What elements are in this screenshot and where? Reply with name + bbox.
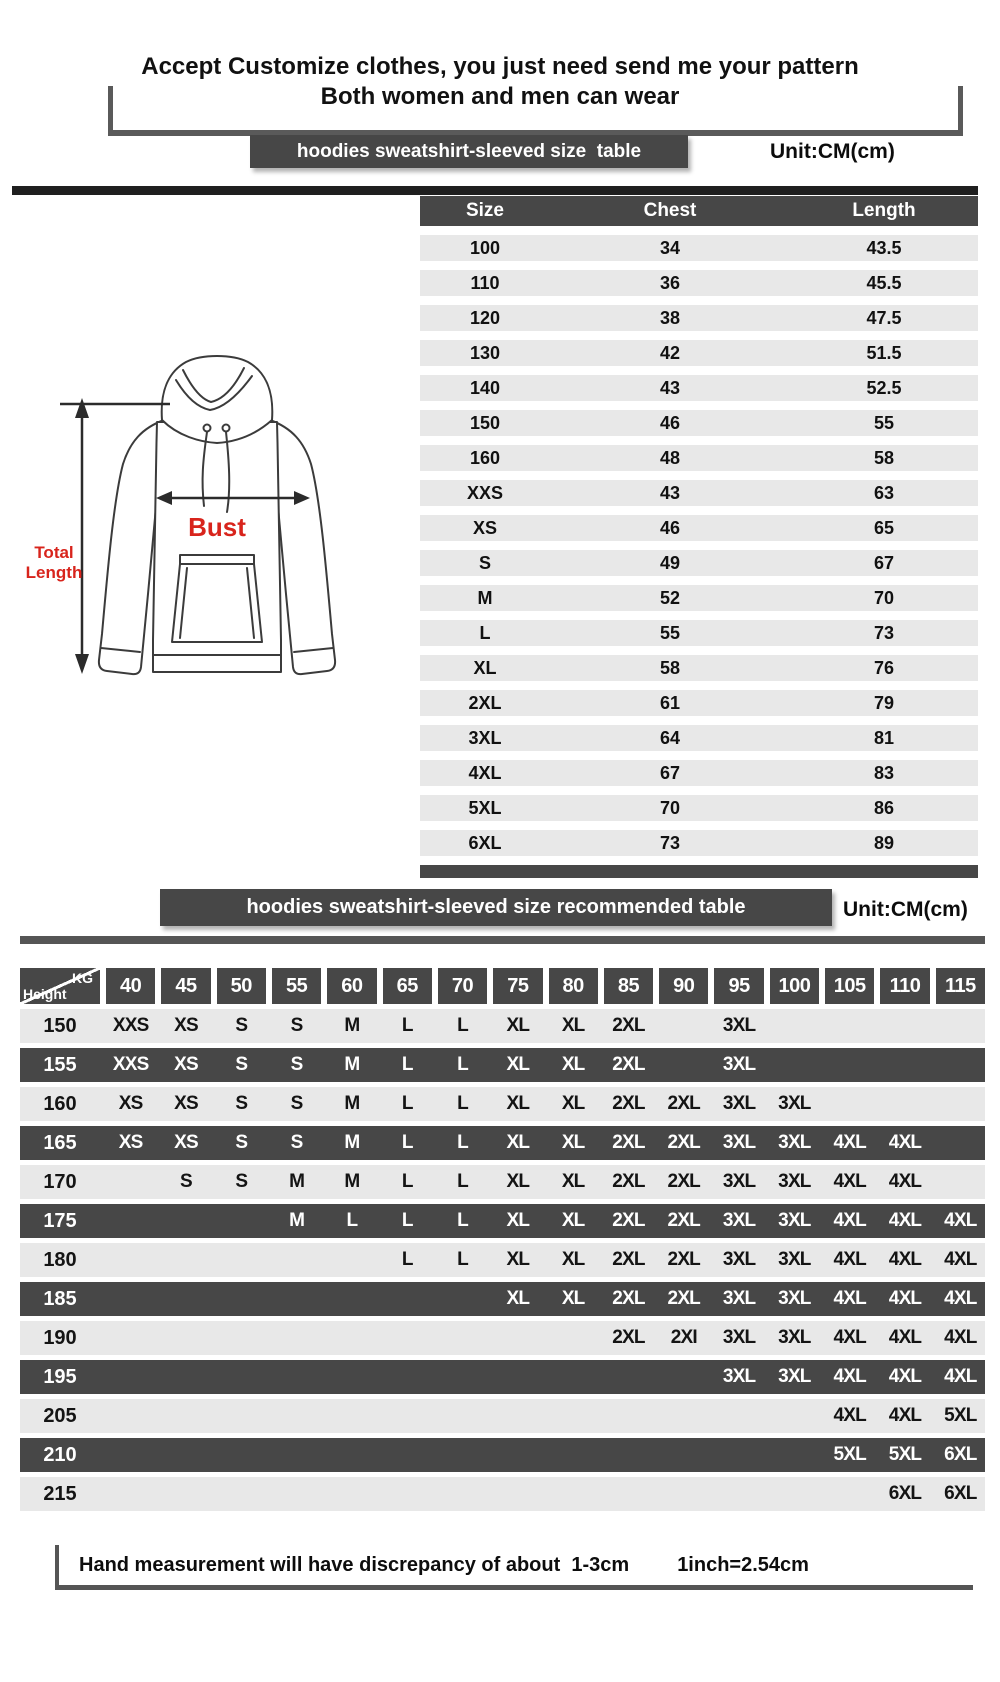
height-label: 190 bbox=[43, 1326, 77, 1349]
size-table-cell: 63 bbox=[873, 482, 895, 503]
size-recommendation-cell: L bbox=[401, 1249, 413, 1270]
size-table-cell: 45.5 bbox=[866, 272, 902, 293]
size-recommendation-cell: 2XL bbox=[612, 1327, 645, 1348]
size-recommend-table bbox=[20, 968, 985, 1511]
weight-header-cell: 75 bbox=[493, 968, 542, 1004]
height-label: 195 bbox=[43, 1365, 77, 1388]
size-table-cell: 130 bbox=[469, 342, 501, 363]
size-recommendation-cell: 4XL bbox=[888, 1249, 922, 1270]
recommend-table-banner: hoodies sweatshirt-sleeved size recommended table bbox=[160, 889, 832, 926]
size-recommendation-cell: S bbox=[235, 1093, 248, 1114]
size-table-cell: 70 bbox=[659, 797, 681, 818]
size-recommendation-cell: XL bbox=[561, 1210, 585, 1231]
size-recommendation-cell: XL bbox=[561, 1288, 585, 1309]
matrix-row bbox=[20, 1126, 985, 1160]
size-recommendation-cell: 4XL bbox=[888, 1288, 922, 1309]
size-table-row bbox=[420, 550, 978, 576]
size-recommendation-cell: XL bbox=[506, 1210, 530, 1231]
size-recommendation-cell: 4XL bbox=[888, 1405, 922, 1426]
size-table-cell: 100 bbox=[469, 237, 501, 258]
size-table-row bbox=[420, 445, 978, 471]
size-recommendation-cell: M bbox=[344, 1054, 360, 1075]
size-recommendation-cell: XL bbox=[506, 1015, 530, 1036]
size-table-cell: 52.5 bbox=[866, 377, 902, 398]
size-table-row bbox=[420, 655, 978, 681]
size-recommendation-cell: M bbox=[344, 1171, 360, 1192]
size-recommendation-cell: 3XL bbox=[778, 1327, 811, 1348]
size-recommendation-cell: S bbox=[235, 1054, 248, 1075]
middle-divider-line bbox=[20, 936, 985, 944]
height-label: 170 bbox=[43, 1170, 77, 1193]
size-table-cell: 36 bbox=[659, 272, 681, 293]
size-table-row bbox=[420, 270, 978, 296]
matrix-row bbox=[20, 1477, 985, 1511]
size-recommendation-cell: 6XL bbox=[944, 1444, 977, 1465]
size-recommendation-cell: XL bbox=[506, 1249, 530, 1270]
size-recommendation-cell: XS bbox=[174, 1093, 198, 1114]
size-recommendation-cell: 3XL bbox=[778, 1210, 811, 1231]
size-recommendation-cell: 4XL bbox=[833, 1210, 866, 1231]
size-table-cell: L bbox=[479, 622, 491, 643]
weight-header-cell: 100 bbox=[770, 968, 819, 1004]
matrix-row bbox=[20, 1321, 985, 1355]
height-label: 205 bbox=[43, 1404, 77, 1427]
size-recommendation-cell: M bbox=[289, 1210, 305, 1231]
size-recommendation-cell: L bbox=[457, 1132, 468, 1153]
size-table-cell: XXS bbox=[466, 482, 504, 503]
weight-header-cell: 60 bbox=[327, 968, 376, 1004]
size-recommendation-cell: L bbox=[401, 1210, 413, 1231]
size-recommendation-cell: XL bbox=[506, 1288, 530, 1309]
size-recommendation-cell: 4XL bbox=[944, 1249, 977, 1270]
size-table-cell: 58 bbox=[873, 447, 895, 468]
size-table-row bbox=[420, 235, 978, 261]
size-recommendation-cell: L bbox=[401, 1015, 413, 1036]
size-recommendation-cell: 4XL bbox=[833, 1249, 866, 1270]
size-recommendation-cell: 2XI bbox=[670, 1327, 697, 1348]
size-recommendation-cell: 2XL bbox=[612, 1288, 645, 1309]
size-recommendation-cell: L bbox=[457, 1015, 468, 1036]
size-table-row bbox=[420, 690, 978, 716]
size-table-cell: 110 bbox=[470, 272, 500, 293]
size-recommendation-cell: 5XL bbox=[944, 1405, 977, 1426]
size-table-cell: 140 bbox=[469, 377, 501, 398]
size-table-cell: 43.5 bbox=[866, 237, 902, 258]
weight-header-cell: 50 bbox=[217, 968, 266, 1004]
size-recommendation-cell: XL bbox=[561, 1171, 585, 1192]
hoodie-pocket bbox=[172, 555, 262, 642]
size-table-row bbox=[420, 515, 978, 541]
column-header-chest: Chest bbox=[643, 200, 697, 221]
size-recommendation-cell: XXS bbox=[112, 1054, 149, 1075]
size-recommendation-cell: 2XL bbox=[612, 1171, 645, 1192]
corner-height-label: Height bbox=[23, 986, 67, 1002]
size-table-body bbox=[420, 235, 978, 856]
height-label: 155 bbox=[43, 1053, 77, 1076]
weight-header-cell: 115 bbox=[936, 968, 985, 1004]
size-table-cell: 81 bbox=[873, 727, 895, 748]
size-recommendation-cell: S bbox=[235, 1132, 248, 1153]
weight-header-cell: 65 bbox=[383, 968, 432, 1004]
column-header-size: Size bbox=[465, 200, 505, 221]
weight-header-cell: 55 bbox=[272, 968, 321, 1004]
size-table-cell: 65 bbox=[873, 517, 895, 538]
size-table-row bbox=[420, 375, 978, 401]
size-recommendation-cell: 4XL bbox=[833, 1171, 866, 1192]
size-recommendation-cell: 2XL bbox=[612, 1210, 645, 1231]
hoodie-drawing bbox=[10, 340, 370, 690]
size-recommendation-cell: S bbox=[235, 1171, 248, 1192]
size-recommendation-cell: 3XL bbox=[778, 1288, 811, 1309]
size-recommendation-cell: L bbox=[457, 1249, 468, 1270]
size-recommendation-cell: 3XL bbox=[778, 1249, 811, 1270]
size-table-cell: 120 bbox=[469, 307, 501, 328]
size-recommendation-cell: 2XL bbox=[612, 1015, 645, 1036]
size-recommendation-cell: 3XL bbox=[722, 1366, 756, 1387]
size-recommendation-cell: 3XL bbox=[778, 1132, 811, 1153]
size-recommendation-cell: 2XL bbox=[667, 1132, 700, 1153]
size-recommendation-cell: 6XL bbox=[888, 1483, 922, 1504]
kg-height-corner-cell bbox=[20, 968, 100, 1004]
size-recommendation-cell: XS bbox=[118, 1093, 143, 1114]
title-bracket bbox=[108, 86, 963, 136]
size-table-cell: 83 bbox=[873, 762, 895, 783]
title-line-2: Both women and men can wear bbox=[320, 83, 680, 110]
weight-header-cell: 105 bbox=[825, 968, 874, 1004]
size-recommendation-cell: 4XL bbox=[888, 1210, 922, 1231]
matrix-row bbox=[20, 1009, 985, 1043]
weight-header-cell: 95 bbox=[714, 968, 763, 1004]
size-recommendation-cell: XL bbox=[561, 1093, 585, 1114]
size-recommendation-cell: XL bbox=[561, 1132, 585, 1153]
size-table-row bbox=[420, 480, 978, 506]
size-recommendation-cell: XS bbox=[174, 1015, 198, 1036]
size-recommendation-cell: 3XL bbox=[722, 1171, 756, 1192]
size-recommendation-cell: 4XL bbox=[833, 1132, 866, 1153]
matrix-row bbox=[20, 1048, 985, 1082]
size-table-cell: 6XL bbox=[468, 832, 502, 853]
matrix-row bbox=[20, 1165, 985, 1199]
size-recommendation-cell: L bbox=[457, 1210, 468, 1231]
weight-header-cell: 110 bbox=[880, 968, 929, 1004]
size-recommendation-cell: L bbox=[401, 1171, 413, 1192]
size-recommendation-cell: 3XL bbox=[778, 1093, 811, 1114]
size-table-cell: 89 bbox=[873, 832, 895, 853]
title-line-1: Accept Customize clothes, you just need send me your pattern bbox=[141, 53, 859, 80]
weight-header-cell: 70 bbox=[438, 968, 487, 1004]
size-table-cell: 58 bbox=[659, 657, 681, 678]
size-recommendation-cell: M bbox=[344, 1015, 360, 1036]
size-table-row bbox=[420, 760, 978, 786]
size-recommendation-cell: 2XL bbox=[612, 1132, 645, 1153]
size-recommendation-cell: 4XL bbox=[888, 1366, 922, 1387]
weight-header-cell: 80 bbox=[549, 968, 598, 1004]
size-recommendation-cell: XL bbox=[561, 1054, 585, 1075]
size-recommendation-cell: M bbox=[344, 1132, 360, 1153]
size-table bbox=[420, 196, 978, 878]
size-recommendation-cell: XL bbox=[506, 1171, 530, 1192]
size-recommendation-cell: XL bbox=[561, 1015, 585, 1036]
height-label: 150 bbox=[43, 1014, 77, 1037]
size-table-cell: 47.5 bbox=[866, 307, 902, 328]
size-recommendation-cell: 4XL bbox=[944, 1366, 977, 1387]
size-table-cell: 70 bbox=[873, 587, 895, 608]
size-recommendation-cell: 3XL bbox=[722, 1054, 756, 1075]
size-table-cell: XL bbox=[473, 657, 497, 678]
size-recommendation-cell: 2XL bbox=[667, 1210, 700, 1231]
matrix-row bbox=[20, 1438, 985, 1472]
matrix-row bbox=[20, 1360, 985, 1394]
size-recommendation-cell: L bbox=[457, 1054, 468, 1075]
size-recommendation-cell: XL bbox=[506, 1054, 530, 1075]
size-recommendation-cell: 4XL bbox=[944, 1210, 977, 1231]
size-recommendation-cell: S bbox=[290, 1132, 303, 1153]
hoodie-measurement-diagram bbox=[10, 340, 370, 690]
size-recommendation-cell: L bbox=[401, 1093, 413, 1114]
size-table-cell: 86 bbox=[873, 797, 895, 818]
size-table-row bbox=[420, 340, 978, 366]
size-recommendation-cell: 3XL bbox=[778, 1366, 811, 1387]
size-recommendation-cell: XS bbox=[118, 1132, 143, 1153]
size-table-cell: 2XL bbox=[468, 692, 502, 713]
size-recommendation-cell: L bbox=[457, 1093, 468, 1114]
size-recommendation-cell: S bbox=[290, 1093, 303, 1114]
size-table-cell: 49 bbox=[659, 552, 681, 573]
size-table-cell: 51.5 bbox=[866, 342, 902, 363]
size-table-cell: 5XL bbox=[468, 797, 502, 818]
size-recommendation-cell: 2XL bbox=[667, 1171, 700, 1192]
height-label: 175 bbox=[43, 1209, 77, 1232]
size-table-cell: 4XL bbox=[468, 762, 502, 783]
size-recommendation-cell: 3XL bbox=[722, 1015, 756, 1036]
size-table-cell: 55 bbox=[659, 622, 681, 643]
matrix-header-row bbox=[20, 968, 985, 1004]
unit-label-2: Unit:CM(cm) bbox=[843, 898, 968, 921]
matrix-row bbox=[20, 1282, 985, 1316]
size-recommendation-cell: 5XL bbox=[833, 1444, 866, 1465]
matrix-row bbox=[20, 1243, 985, 1277]
size-table-row bbox=[420, 830, 978, 856]
size-recommendation-cell: L bbox=[401, 1054, 413, 1075]
size-table-row bbox=[420, 725, 978, 751]
size-recommendation-cell: 4XL bbox=[888, 1171, 922, 1192]
size-recommendation-cell: M bbox=[344, 1093, 360, 1114]
size-recommendation-cell: 2XL bbox=[612, 1054, 645, 1075]
height-label: 215 bbox=[43, 1482, 77, 1505]
weight-header-cell: 85 bbox=[604, 968, 653, 1004]
size-recommendation-cell: 4XL bbox=[833, 1366, 866, 1387]
matrix-body bbox=[20, 1009, 985, 1511]
size-table-row bbox=[420, 795, 978, 821]
height-label: 160 bbox=[43, 1092, 77, 1115]
size-table-cell: 160 bbox=[469, 447, 501, 468]
size-table-cell: 43 bbox=[659, 482, 681, 503]
height-label: 185 bbox=[43, 1287, 77, 1310]
size-recommendation-cell: 4XL bbox=[944, 1327, 977, 1348]
size-table-cell: 48 bbox=[659, 447, 681, 468]
size-table-cell: 79 bbox=[873, 692, 895, 713]
footer-bracket bbox=[55, 1545, 973, 1590]
size-recommendation-cell: 4XL bbox=[833, 1288, 866, 1309]
top-divider-line bbox=[12, 186, 978, 195]
size-table-cell: 3XL bbox=[468, 727, 502, 748]
size-table-row bbox=[420, 305, 978, 331]
size-recommendation-cell: 3XL bbox=[722, 1210, 756, 1231]
weight-header-cell: 45 bbox=[161, 968, 210, 1004]
size-table-banner: hoodies sweatshirt-sleeved size table bbox=[250, 135, 688, 168]
height-label: 180 bbox=[43, 1248, 77, 1271]
size-recommendation-cell: 4XL bbox=[833, 1327, 866, 1348]
size-recommendation-cell: 3XL bbox=[722, 1132, 756, 1153]
size-recommendation-cell: S bbox=[290, 1015, 303, 1036]
unit-label-1: Unit:CM(cm) bbox=[770, 140, 895, 163]
size-recommendation-cell: 2XL bbox=[612, 1093, 645, 1114]
size-table-header bbox=[420, 196, 978, 226]
bust-label: Bust bbox=[188, 512, 246, 542]
size-table-bottom-bar bbox=[420, 865, 978, 878]
size-table-row bbox=[420, 585, 978, 611]
size-table-cell: 46 bbox=[659, 517, 681, 538]
size-recommendation-cell: S bbox=[290, 1054, 303, 1075]
size-table-cell: XS bbox=[472, 517, 497, 538]
size-recommendation-cell: L bbox=[401, 1132, 413, 1153]
matrix-row bbox=[20, 1087, 985, 1121]
size-table-cell: 73 bbox=[873, 622, 895, 643]
size-recommendation-cell: 4XL bbox=[888, 1327, 922, 1348]
size-table-cell: 38 bbox=[659, 307, 681, 328]
size-recommendation-cell: 3XL bbox=[722, 1249, 756, 1270]
size-recommendation-cell: XS bbox=[174, 1054, 198, 1075]
inch-conversion-note: 1inch=2.54cm bbox=[677, 1553, 809, 1576]
size-table-cell: 55 bbox=[873, 412, 895, 433]
size-recommendation-cell: 5XL bbox=[888, 1444, 922, 1465]
size-recommendation-cell: 2XL bbox=[667, 1093, 700, 1114]
size-recommendation-cell: 2XL bbox=[612, 1249, 645, 1270]
size-table-cell: 46 bbox=[659, 412, 681, 433]
total-length-label-1: Total bbox=[34, 543, 74, 562]
matrix-row bbox=[20, 1204, 985, 1238]
size-recommendation-cell: L bbox=[346, 1210, 358, 1231]
size-table-row bbox=[420, 410, 978, 436]
size-recommendation-cell: XS bbox=[174, 1132, 198, 1153]
size-table-cell: 67 bbox=[659, 762, 681, 783]
corner-kg-label: KG bbox=[72, 970, 93, 986]
size-table-cell: M bbox=[477, 587, 493, 608]
height-label: 165 bbox=[43, 1131, 77, 1154]
size-table-cell: 76 bbox=[873, 657, 895, 678]
size-table-cell: 67 bbox=[873, 552, 895, 573]
size-recommendation-cell: 4XL bbox=[888, 1132, 922, 1153]
size-recommendation-cell: L bbox=[457, 1171, 468, 1192]
size-table-cell: S bbox=[478, 552, 491, 573]
size-recommendation-cell: S bbox=[180, 1171, 192, 1192]
size-recommendation-cell: XL bbox=[506, 1132, 530, 1153]
size-table-cell: 64 bbox=[659, 727, 681, 748]
size-table-cell: 43 bbox=[659, 377, 681, 398]
measurement-note: Hand measurement will have discrepancy of about 1-3cm bbox=[79, 1553, 630, 1576]
total-length-label-2: Length bbox=[25, 563, 83, 582]
size-recommendation-cell: XL bbox=[561, 1249, 585, 1270]
size-recommendation-cell: 4XL bbox=[944, 1288, 977, 1309]
weight-header-cell: 90 bbox=[659, 968, 708, 1004]
size-recommendation-cell: M bbox=[289, 1171, 305, 1192]
size-recommendation-cell: 2XL bbox=[667, 1249, 700, 1270]
size-table-row bbox=[420, 620, 978, 646]
weight-header-cell: 40 bbox=[106, 968, 155, 1004]
size-table-cell: 61 bbox=[659, 692, 681, 713]
size-recommendation-cell: 3XL bbox=[778, 1171, 811, 1192]
size-table-cell: 150 bbox=[469, 412, 501, 433]
size-recommendation-cell: 4XL bbox=[833, 1405, 866, 1426]
size-table-cell: 52 bbox=[659, 587, 681, 608]
size-recommendation-cell: S bbox=[235, 1015, 248, 1036]
size-table-cell: 34 bbox=[659, 237, 681, 258]
size-recommendation-cell: 3XL bbox=[722, 1093, 756, 1114]
size-recommendation-cell: 3XL bbox=[722, 1327, 756, 1348]
size-table-cell: 73 bbox=[659, 832, 681, 853]
column-header-length: Length bbox=[852, 200, 916, 221]
size-recommendation-cell: 3XL bbox=[722, 1288, 756, 1309]
matrix-row bbox=[20, 1399, 985, 1433]
size-table-cell: 42 bbox=[659, 342, 681, 363]
height-label: 210 bbox=[43, 1443, 77, 1466]
size-recommendation-cell: 2XL bbox=[667, 1288, 700, 1309]
size-recommendation-cell: 6XL bbox=[944, 1483, 977, 1504]
size-recommendation-cell: XL bbox=[506, 1093, 530, 1114]
size-recommendation-cell: XXS bbox=[112, 1015, 149, 1036]
